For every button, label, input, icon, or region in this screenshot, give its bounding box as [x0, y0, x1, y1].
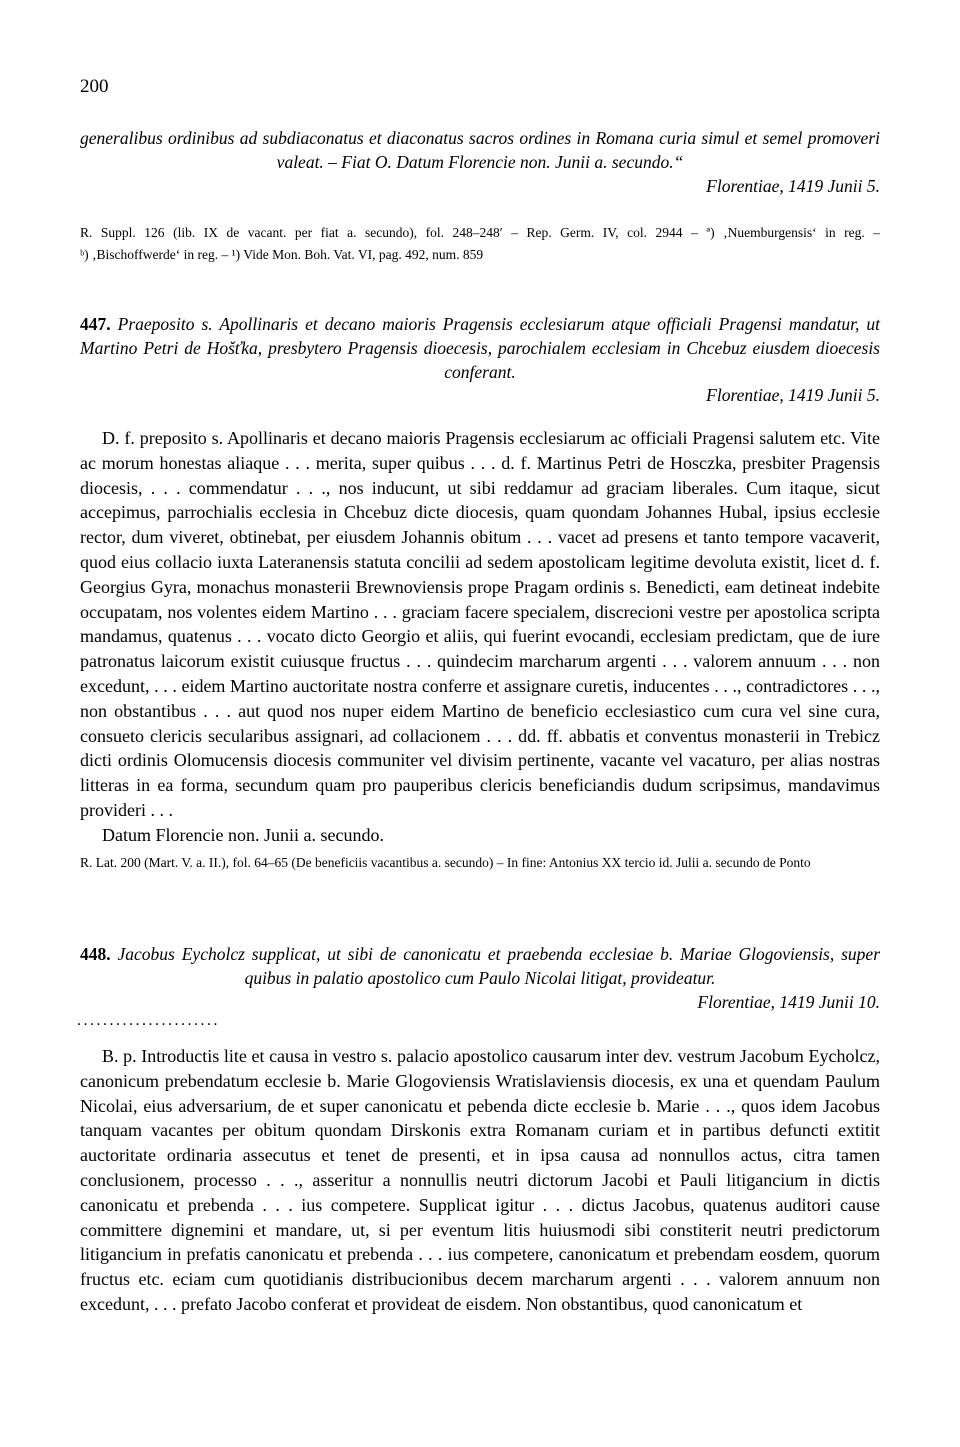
continuation-line-2: valeat. – Fiat O. Datum Florencie non. Junii a. secundo.“ — [276, 152, 684, 172]
entry-447-heading — [80, 312, 880, 384]
page-number: 200 — [80, 76, 109, 97]
note-line-2: ᵇ) ‚Bischoffwerde‘ in reg. – ¹) Vide Mon. Boh. Vat. VI, pag. 492, num. 859 — [80, 247, 484, 262]
entry-447-body — [80, 426, 880, 848]
entry-448-number: 448. — [80, 944, 111, 964]
entry-447-paragraph: D. f. preposito s. Apollinaris et decano maioris Pragensis ecclesiarum ac officiali Pragensi salutem etc. Vite ac morum honestas aliaque . . . merita, super quibus . . . d. f. Martinus Petri de Hosczka, presbiter Pragensis diocesis, . . . commendatur . . ., nos inducunt, ut sibi reddamur ad graciam liberales. Cum itaque, sicut accepimus, parrochialis ecclesia in Chcebuz dicte diocesis, quam quondam Johannes Hubal, ipsius ecclesie rector, dum viveret, obtinebat, per eiusdem Johannis obitum . . . vacet ad presens et tanto tempore vacaverit, quod eius collacio iuxta Lateranensis statuta concilii ad sedem apostolicam legitime devoluta existit, licet d. f. Georgius Gyra, monachus monasterii Brewnoviensis prope Pragam ordinis s. Benedicti, eam detineat indebite occupatam, nos volentes eidem Martino . . . graciam facere specialem, discrecioni vestre per apostolica scripta mandamus, quatenus . . . vocato dicto Georgio et aliis, qui fuerint evocandi, ecclesiam predictam, que de iure patronatus laicorum existit cuiusque fructus . . . quindecim marcharum argenti . . . valorem annuum . . . non excedunt, . . . eidem Martino auctoritate nostra conferre et assignare curetis, inducentes . . ., contradictores . . ., non obstantibus . . . aut quod nos nuper eidem Martino de beneficio ecclesiastico cum cura vel sine cura, consueto clericis secularibus assignari, ad collacionem . . . dd. ff. abbatis et conventus monasterii in Trebicz dicti ordinis Olomucensis diocesis communiter vel divisim pertinente, vacante vel vacaturo, per alias nostras litteras in ea forma, secundum quam pro pauperibus clericis beneficiandis dudum scripsimus, mandavimus provideri . . . — [80, 428, 880, 820]
continuation-dateline: Florentiae, 1419 Junii 5. — [706, 176, 880, 196]
entry-448-paragraph: B. p. Introductis lite et causa in vestro s. palacio apostolico causarum inter dev. vestrum Jacobum Eycholcz, canonicum prebendatum ecclesie b. Marie Glogoviensis Wratislaviensis diocesis, ex una et quendam Paulum Nicolai, eius adversarium, de et super canonicatu et pebenda dicte ecclesie b. Marie . . ., quos idem Jacobus tanquam vacantes per obitum quondam Dirskonis extra Romanam curiam et in partibus defuncti extitit auctoritate ordinaria assecutus et tenet de presenti, et in ipsa causa ad nonnullos actus, citra tamen conclusionem, processo . . ., asseritur a nonnullis neutri dictorum Jacobi et Pauli litigancium in dictis canonicatu et prebenda . . . ius competere. Supplicat igitur . . . dictus Jacobus, quatenus auditori cause committere dignemini et mandare, ut, si per eventum litis huiusmodi sibi constiterit neutri predictorum litigancium in prefatis canonicatu et prebenda . . . ius competere, canonicatum et prebendam eosdem, quorum fructus etc. eciam cum quotidianis distribucionibus decem marcharum argenti . . . valorem annuum non excedunt, . . . prefato Jacobo conferat et provideat de eisdem. Non obstantibus, quod canonicatum et — [80, 1046, 880, 1314]
entry-448-body — [80, 1044, 880, 1317]
entry-447-closing: Datum Florencie non. Junii a. secundo. — [102, 824, 384, 845]
continuation-text — [80, 126, 880, 174]
entry-448-heading-line-1-text: Jacobus Eycholcz supplicat, ut sibi de canonicatu et praebenda ecclesiae b. Mariae Glogoviensis, super — [117, 944, 881, 964]
entry-447-number: 447. — [80, 314, 111, 334]
continuation-line-1: generalibus ordinibus ad subdiaconatus et diaconatus sacros ordines in Romana curia simul et semel promoveri — [80, 128, 880, 148]
entry-448-dateline: Florentiae, 1419 Junii 10. — [697, 992, 880, 1012]
entry-447-note: R. Lat. 200 (Mart. V. a. II.), fol. 64–65 (De beneficiis vacantibus a. secundo) – In fine: Antonius XX tercio id. Julii a. secundo de Ponto — [80, 855, 811, 870]
entry-447-heading-line-1-text: Praeposito s. Apollinaris et decano maioris Pragensis ecclesiarum atque officiali Pragensi mandatur, ut — [117, 314, 881, 334]
entry-447-dateline: Florentiae, 1419 Junii 5. — [706, 385, 880, 405]
entry-448-heading-line-2: quibus in palatio apostolico cum Paulo Nicolai litigat, provideatur. — [244, 968, 716, 988]
note-line-1: R. Suppl. 126 (lib. IX de vacant. per fiat a. secundo), fol. 248–248′ – Rep. Germ. IV, col. 2944 – ª) ‚Nuemburgensis‘ in reg. – — [80, 225, 880, 240]
omission-dots: ...................... — [77, 1012, 220, 1029]
continuation-notes — [80, 222, 880, 266]
entry-447-heading-line-2: Martino Petri de Hošťka, presbytero Pragensis dioecesis, parochialem ecclesiam in Chcebuz eiusdem dioecesis — [80, 338, 880, 358]
entry-447-heading-line-3: conferant. — [444, 362, 516, 382]
entry-448-heading — [80, 942, 880, 990]
